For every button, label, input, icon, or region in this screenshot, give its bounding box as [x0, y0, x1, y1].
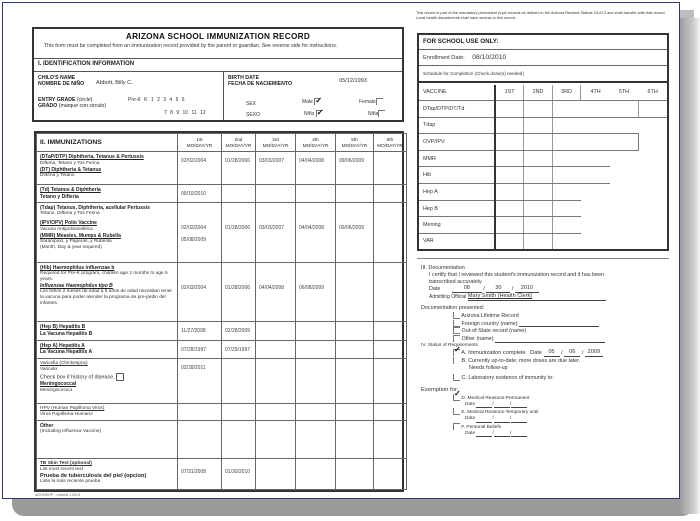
dose-cell[interactable] — [495, 100, 524, 117]
vaccine-description: TB Skin Test (optional) List most recent test Prueba de tuberculosis del piel (opcion) Liste la más reciente prueba — [37, 459, 178, 490]
table-row-tdap-ipv-mmr — [37, 203, 407, 263]
dose-cell[interactable] — [552, 167, 581, 184]
date-month[interactable]: 08 — [452, 285, 482, 293]
dose-cell[interactable] — [524, 184, 553, 201]
male-es-checkbox[interactable] — [316, 110, 323, 117]
date-cell[interactable] — [256, 322, 296, 340]
other-checkbox[interactable] — [453, 335, 460, 342]
date-cell[interactable] — [256, 403, 296, 420]
date-cell[interactable] — [296, 459, 336, 490]
dose-cell[interactable] — [524, 117, 553, 134]
vaccine-description: (Td) Tetanus & Diphtheria Tetano y Difteria — [37, 185, 178, 203]
status-a[interactable]: ✓ A. Immunization complete Date 05 / 06 / 2009 — [421, 349, 681, 357]
dose-cell[interactable] — [552, 100, 581, 117]
vaccine-name: OVP/IPV — [419, 134, 495, 151]
grade-options-row1[interactable]: Pre-K K 1 2 3 4 5 6 — [128, 97, 185, 103]
date-cell[interactable] — [336, 459, 374, 490]
permanent-record-notice: This record is part of the mandatory permanent pupil records as defined in the Arizona Revised Statute 15-674 and shall transfer with that record. Local health departments shall have access to this record. — [416, 10, 666, 20]
dose-cell[interactable] — [524, 233, 553, 249]
page-shadow-right — [680, 18, 700, 514]
vaccine-row — [419, 117, 667, 134]
date-cell[interactable] — [374, 262, 407, 322]
dose-cell[interactable] — [581, 134, 610, 151]
dose-cell[interactable] — [552, 217, 581, 234]
date-cell[interactable]: 03/03/2007 — [256, 152, 296, 185]
status-title: IV. Status of Requirements — [421, 342, 478, 348]
dose-cell[interactable] — [581, 100, 610, 117]
exemption-d-checkbox[interactable] — [453, 394, 460, 401]
dose-cell[interactable] — [581, 150, 610, 167]
dose-cell[interactable] — [495, 217, 524, 234]
form-title: ARIZONA SCHOOL IMMUNIZATION RECORD — [125, 32, 311, 41]
dose-cell[interactable] — [581, 167, 610, 184]
exemption-f[interactable]: F. Personal Beliefs Date / / — [421, 423, 681, 437]
status-b[interactable]: B. Currently up-to-date; more doses are due later. Needs follow-up — [421, 357, 681, 372]
dose-cell[interactable] — [552, 150, 581, 167]
dose-cell[interactable] — [524, 200, 553, 217]
date-cell[interactable]: 09/06/2009 — [336, 152, 374, 185]
date-year[interactable]: 2010 — [515, 285, 539, 293]
date-cell[interactable] — [336, 322, 374, 340]
date-cell[interactable]: 06/08/2009 — [296, 262, 336, 322]
table-row-td — [37, 185, 407, 203]
female-option[interactable]: Female — [359, 98, 383, 105]
dose-cell[interactable] — [495, 150, 524, 167]
date-cell[interactable] — [336, 185, 374, 203]
enrollment-row — [419, 50, 667, 66]
child-name-label: CHILD'S NAME NOMBRE DE NIÑO — [38, 75, 85, 87]
dose-cell[interactable] — [610, 134, 639, 151]
dose-cell[interactable] — [495, 167, 524, 184]
date-cell[interactable]: 07/31/2008 — [178, 459, 222, 490]
date-cell[interactable] — [374, 403, 407, 420]
vaccine-description: Varicella (Chickenpox) Varicela Check box if history of disease. Meningococcal Meningococica — [37, 359, 178, 403]
date-cell[interactable] — [374, 152, 407, 185]
child-name-value[interactable]: Abbott, Billy C. — [96, 80, 133, 86]
column-header-5th: 5th MO/DAY/YR — [336, 134, 374, 152]
date-cell[interactable] — [374, 185, 407, 203]
date-cell[interactable] — [178, 403, 222, 420]
table-row-varicella-meningococcal — [37, 359, 407, 403]
date-cell[interactable]: 04/04/2008 — [296, 152, 336, 185]
date-day[interactable]: 30 — [486, 285, 510, 293]
history-of-disease-checkbox[interactable] — [116, 373, 124, 381]
divider — [223, 71, 224, 120]
dose-cell[interactable] — [552, 184, 581, 201]
female-option-es[interactable]: Niña — [368, 110, 385, 117]
date-cell[interactable]: 01/28/2006 — [222, 152, 256, 185]
date-cell[interactable] — [336, 262, 374, 322]
date-cell[interactable] — [256, 340, 296, 358]
dose-cell[interactable] — [524, 167, 553, 184]
form-footer-code: ADHS/EHP - revised 1.09/11 — [35, 493, 81, 497]
presented-option[interactable]: Out-of-State record (name) — [421, 327, 681, 335]
vaccine-description: (DTaP/DTP) Diphtheria, Tetanus & Pertussis Difteria, Tetano y Tos Ferina (DT) Diphtheria & Tetanus Difteria y Tetano — [37, 152, 178, 185]
status-c-checkbox[interactable] — [453, 374, 460, 381]
exemption-e[interactable]: E. Medical Reasons-Temporary until Date / / — [421, 408, 681, 422]
date-cell[interactable] — [296, 340, 336, 358]
dose-cell[interactable] — [495, 184, 524, 201]
date-cell[interactable]: 01/28/2006 — [222, 203, 256, 263]
vaccine-description: (Hep B) Hepatitis B La Vacuna Hepatitis B — [37, 322, 178, 340]
identification-box — [32, 27, 404, 122]
date-cell[interactable]: 02/02/2004 — [178, 152, 222, 185]
immunizations-table — [34, 131, 404, 492]
dose-cell[interactable] — [610, 100, 639, 117]
date-cell[interactable]: 02/03/2004 — [178, 262, 222, 322]
vaccine-row — [419, 100, 667, 117]
male-checkbox[interactable] — [314, 98, 321, 105]
dose-header: 5TH — [610, 85, 639, 100]
dose-cell[interactable] — [552, 233, 581, 249]
dose-header: 4TH — [581, 85, 610, 100]
date-cell[interactable] — [374, 421, 407, 459]
female-es-checkbox[interactable] — [378, 110, 385, 117]
exemption-f-checkbox[interactable] — [453, 423, 460, 430]
date-cell[interactable]: 11/27/2008 — [178, 322, 222, 340]
divider — [34, 58, 402, 59]
documentation-section — [421, 265, 681, 437]
status-a-day[interactable]: 06 — [564, 349, 580, 357]
date-cell[interactable] — [296, 359, 336, 403]
date-cell[interactable]: 09/10/2010 — [178, 185, 222, 203]
certify-text: I certify that I reviewed this student's immunization record and it has been transcribed accurately — [429, 271, 605, 285]
column-header-6th: 6th MO/DAY/YR — [374, 134, 407, 152]
vaccine-name: Tdap — [419, 117, 495, 134]
birth-date-label: BIRTH DATE FECHA DE NACIEMIENTO — [228, 75, 292, 87]
date-cell[interactable] — [256, 421, 296, 459]
dose-cell[interactable] — [638, 100, 667, 117]
date-cell[interactable] — [222, 421, 256, 459]
vaccine-name: Hep A — [419, 184, 495, 201]
dose-cell[interactable] — [495, 134, 524, 151]
date-cell[interactable]: 03/03/2007 — [256, 203, 296, 263]
dose-header: 1ST — [495, 85, 524, 100]
vaccine-name: MMR — [419, 150, 495, 167]
vaccine-description: (Hib) Haemophilus influenzae b Required for Pre-K program, children age 2 months to age 5 years. Influenzae Haemophilus tipo B Los Niños 2 meses de edad a 5 años de edad necesitan tener la vacuna para poder atender la programa de pre-jardin del infantes. — [37, 262, 178, 322]
date-cell[interactable] — [336, 421, 374, 459]
vaccine-schedule-header — [419, 85, 667, 100]
vaccine-description: Other (Including Influenza Vaccine) — [37, 421, 178, 459]
grade-label: ENTRY GRADE (circle) GRADO (marque con circulo) — [38, 97, 107, 109]
column-header-1st: 1st MO/DAY/YR — [178, 134, 222, 152]
date-cell[interactable] — [374, 359, 407, 403]
dose-cell[interactable] — [495, 117, 524, 134]
identification-section-title: I. IDENTIFICATION INFORMATION — [38, 61, 135, 67]
date-cell[interactable] — [222, 403, 256, 420]
vaccine-row — [419, 134, 667, 151]
female-checkbox[interactable] — [376, 98, 383, 105]
status-a-month[interactable]: 05 — [544, 349, 560, 357]
presented-option[interactable]: Other (name) — [421, 335, 681, 343]
dose-cell[interactable] — [524, 150, 553, 167]
admitting-official: Admitting Official Mary Smith (Health Clerk) — [421, 293, 681, 301]
section-divider — [417, 258, 669, 259]
date-cell[interactable]: 07/28/1997 — [178, 340, 222, 358]
male-option[interactable]: Male ✓ — [302, 98, 321, 105]
date-cell[interactable]: 09/06/2009 — [336, 203, 374, 263]
dose-cell[interactable] — [524, 217, 553, 234]
date-cell[interactable]: 02/02/2004 05/08/2009 — [178, 203, 222, 263]
date-cell[interactable] — [374, 322, 407, 340]
vaccine-description: (Tdap) Tetanus, Diphtheria, acellular Pertussis Tetano, Difteria y Tos Ferina (IPV/OPV) Polio Vaccine Vacuna Antipoliomielitica (MMR) Measles, Mumps & Rubella Sarampion, y Paperas, y Rubeola (Month, Day & year required) — [37, 203, 178, 263]
date-cell[interactable]: 01/28/2006 — [222, 262, 256, 322]
exemption-title: Exemption for: — [421, 387, 459, 394]
dose-header: 3RD — [552, 85, 581, 100]
date-cell[interactable] — [336, 359, 374, 403]
schedule-label: Schedule for Completion (Check dose(s) needed) — [419, 66, 667, 83]
vaccine-description: HPV (Human Papilloma Virus) Virus Papilloma Humano — [37, 403, 178, 420]
status-a-year[interactable]: 2009 — [585, 349, 603, 357]
school-use-title: FOR SCHOOL USE ONLY: — [419, 35, 667, 50]
date-cell[interactable] — [178, 421, 222, 459]
table-row-tb-skin-test — [37, 459, 407, 490]
status-b-checkbox[interactable] — [453, 357, 460, 364]
presented-option[interactable]: Foreign country (name) — [421, 320, 681, 328]
documentation-title: III. Documentation — [421, 265, 465, 271]
table-row-hib — [37, 262, 407, 322]
date-cell[interactable] — [336, 340, 374, 358]
immunizations-section-title: II. IMMUNIZATIONS — [37, 134, 178, 152]
out-of-state-checkbox[interactable] — [453, 327, 460, 334]
dose-cell[interactable] — [552, 200, 581, 217]
enrollment-label: Enrollment Date: — [423, 55, 465, 61]
immunizations-header-row — [37, 134, 407, 152]
date-cell[interactable] — [296, 421, 336, 459]
dose-cell[interactable] — [524, 100, 553, 117]
sex-label-es: SEXO — [246, 112, 260, 118]
vaccine-name: Hib — [419, 167, 495, 184]
date-cell[interactable] — [256, 459, 296, 490]
dose-header: 6TH — [638, 85, 667, 100]
table-row-dtap — [37, 152, 407, 185]
date-cell[interactable]: 04/04/2008 — [296, 203, 336, 263]
divider — [34, 71, 402, 72]
vaccine-row — [419, 233, 667, 249]
birth-date-value[interactable]: 05/12/1993 — [339, 78, 367, 84]
foreign-country-checkbox[interactable] — [453, 320, 460, 327]
column-header-3rd: 3rd MO/DAY/YR — [256, 134, 296, 152]
date-cell[interactable] — [222, 185, 256, 203]
table-row-hpv — [37, 403, 407, 420]
grade-options-row2[interactable]: 7 8 9 10 11 12 — [164, 110, 206, 116]
school-use-box — [417, 33, 669, 251]
date-cell[interactable]: 02/28/2009 — [222, 322, 256, 340]
documentation-presented-label: Documentation presented: — [421, 304, 485, 311]
date-cell[interactable] — [336, 403, 374, 420]
status-a-checkbox[interactable] — [453, 349, 460, 356]
date-cell[interactable]: 01/30/2010 — [222, 459, 256, 490]
presented-option[interactable]: Arizona Lifetime Record — [421, 312, 681, 320]
date-cell[interactable] — [222, 359, 256, 403]
vaccine-header: VACCINE — [419, 85, 495, 100]
sex-label: SEX — [246, 101, 257, 107]
form-description: This form must be completed from an immunization record provided by the parent or guardian. See reverse side for instructions. — [44, 43, 338, 49]
date-cell[interactable] — [256, 359, 296, 403]
column-header-4th: 4th MO/DAY/YR — [296, 134, 336, 152]
table-row-hep-b — [37, 322, 407, 340]
date-cell[interactable] — [296, 322, 336, 340]
vaccine-name: VAR — [419, 233, 495, 249]
date-cell[interactable] — [296, 403, 336, 420]
male-option-es[interactable]: Niño ✓ — [304, 110, 323, 117]
date-cell[interactable] — [256, 185, 296, 203]
table-row-hep-a — [37, 340, 407, 358]
dose-cell[interactable] — [495, 233, 524, 249]
exemption-e-checkbox[interactable] — [453, 408, 460, 415]
table-row-other — [37, 421, 407, 459]
dose-header: 2ND — [524, 85, 553, 100]
vaccine-row — [419, 184, 667, 201]
date-cell[interactable]: 02/28/2011 — [178, 359, 222, 403]
exemption-d[interactable]: ✓ D. Medical Reasons-Permanent Date / / — [421, 394, 681, 408]
status-c[interactable]: C. Laboratory evidence of immunity to: — [421, 374, 681, 382]
vaccine-row — [419, 217, 667, 234]
vaccine-row — [419, 200, 667, 217]
date-cell[interactable] — [374, 340, 407, 358]
vaccine-name: Hep B — [419, 200, 495, 217]
date-cell[interactable] — [374, 459, 407, 490]
vaccine-description: (Hep A) Hepatitis A La Vacuna Hepatitis A — [37, 340, 178, 358]
date-cell[interactable]: 07/29/1997 — [222, 340, 256, 358]
vaccine-row — [419, 167, 667, 184]
admitting-official-name[interactable]: Mary Smith (Health Clerk) — [468, 293, 606, 301]
vaccine-name: DTap/DTP/DT/Td — [419, 100, 495, 117]
vaccine-schedule-table — [419, 85, 667, 249]
vaccine-name: Mening — [419, 217, 495, 234]
date-cell[interactable] — [296, 185, 336, 203]
dose-cell[interactable] — [495, 200, 524, 217]
vaccine-row — [419, 150, 667, 167]
enrollment-date[interactable]: 08/10/2010 — [472, 54, 507, 61]
dose-cell[interactable] — [552, 134, 581, 151]
column-header-2nd: 2nd MO/DAY/YR — [222, 134, 256, 152]
date-cell[interactable] — [374, 203, 407, 263]
date-cell[interactable]: 04/04/2008 — [256, 262, 296, 322]
immunization-record-page — [2, 2, 680, 499]
documentation-date: Date 08 / 30 / 2010 — [421, 285, 681, 293]
dose-cell[interactable] — [524, 134, 553, 151]
lifetime-record-checkbox[interactable] — [453, 312, 460, 319]
